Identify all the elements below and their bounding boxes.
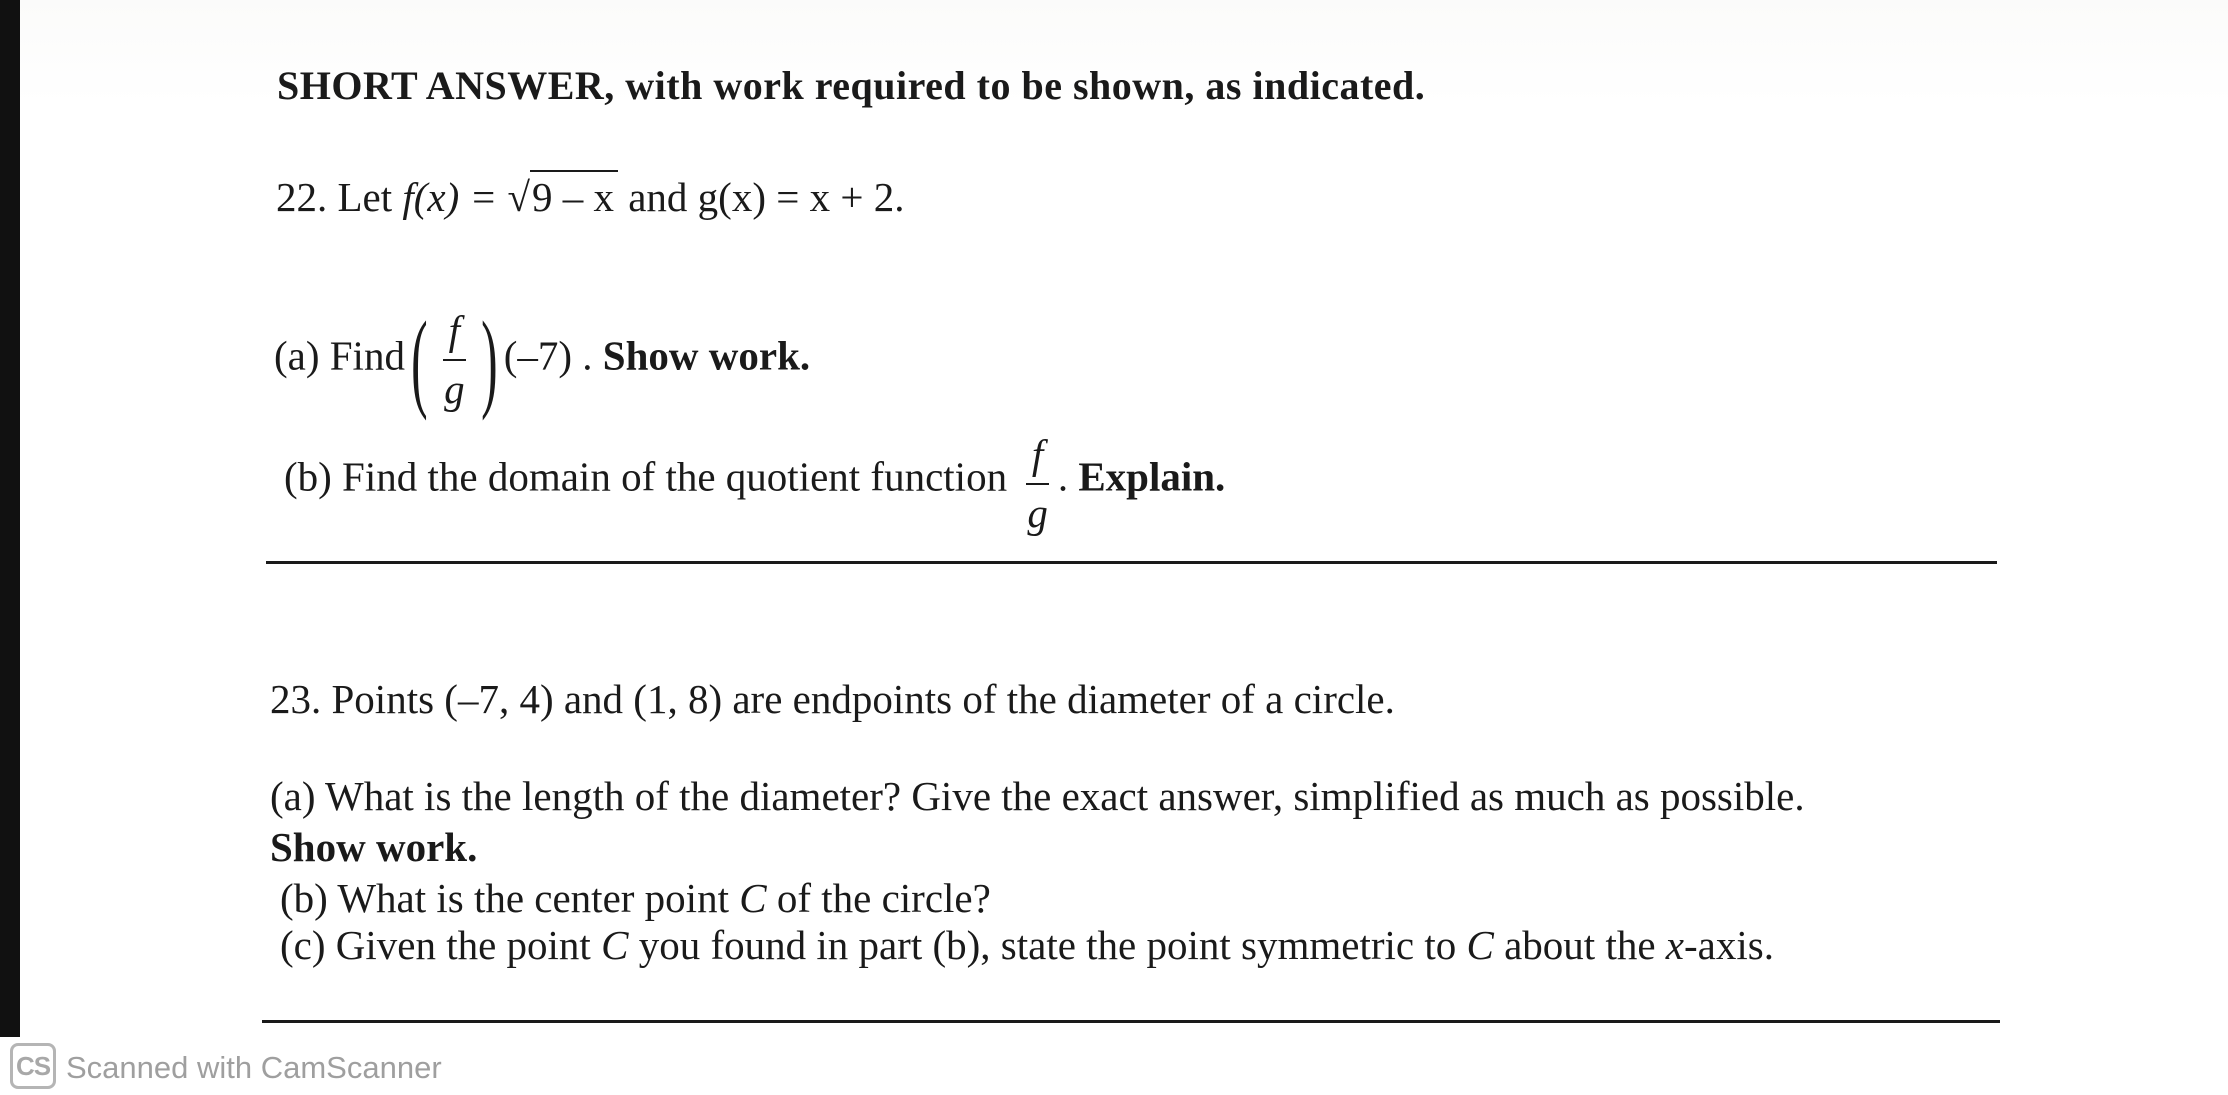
q22a-instruction: Show work. xyxy=(602,332,811,379)
question-23a: (a) What is the length of the diameter? Give the exact answer, simplified as much as possible. xyxy=(270,773,1805,819)
f-definition: f(x) = xyxy=(402,174,508,220)
q22b-instruction: Explain. xyxy=(1078,453,1226,500)
scan-edge-shadow xyxy=(0,0,20,1037)
q23c-variable-1: C xyxy=(601,922,629,968)
q23b-suffix: of the circle? xyxy=(766,875,991,921)
fraction-denominator: g xyxy=(444,366,465,412)
radicand: 9 – x xyxy=(530,170,618,220)
answer-separator-line xyxy=(266,561,1997,564)
fraction-f-over-g-b xyxy=(1021,431,1054,536)
q22-prefix: 22. Let xyxy=(276,174,403,220)
section-heading: SHORT ANSWER, with work required to be shown, as indicated. xyxy=(277,63,1426,108)
radical-sign: √ xyxy=(507,174,530,220)
q23c-mid2: about the xyxy=(1493,922,1666,968)
scanner-watermark-text: Scanned with CamScanner xyxy=(66,1050,442,1085)
question-22-statement xyxy=(276,174,905,220)
fraction-numerator: f xyxy=(443,310,466,361)
open-paren: ( xyxy=(411,299,428,421)
square-root xyxy=(507,174,618,220)
q22a-period: . xyxy=(582,332,603,379)
fraction-denominator: g xyxy=(1027,490,1048,536)
q22-joiner: and xyxy=(628,174,698,220)
answer-separator-line-2 xyxy=(262,1020,2000,1023)
q23c-axis-variable: x xyxy=(1665,922,1684,968)
q22b-period: . xyxy=(1057,453,1079,500)
q22a-prefix: (a) Find xyxy=(274,332,416,379)
close-paren: ) xyxy=(480,299,498,421)
q23b-variable: C xyxy=(739,875,767,921)
q23b-prefix: (b) What is the center point xyxy=(280,875,740,921)
q23c-prefix: (c) Given the point xyxy=(280,922,602,968)
fraction-f-over-g xyxy=(438,307,471,412)
q23c-mid: you found in part (b), state the point symmetric to xyxy=(628,922,1467,968)
q23c-variable-2: C xyxy=(1466,922,1494,968)
question-22b xyxy=(284,428,1225,534)
question-23b xyxy=(280,875,991,921)
fraction-numerator: f xyxy=(1026,434,1049,485)
q22b-text: (b) Find the domain of the quotient function xyxy=(284,453,1018,500)
q23c-suffix: -axis. xyxy=(1684,922,1774,968)
question-23a-instruction: Show work. xyxy=(270,824,478,870)
question-23-statement: 23. Points (–7, 4) and (1, 8) are endpoints of the diameter of a circle. xyxy=(270,676,1395,722)
q22a-argument: (–7) xyxy=(503,332,573,379)
question-22a xyxy=(274,299,811,421)
g-definition: g(x) = x + 2. xyxy=(697,174,905,220)
question-23c xyxy=(280,922,1774,968)
camscanner-logo-icon: CS xyxy=(10,1043,56,1089)
